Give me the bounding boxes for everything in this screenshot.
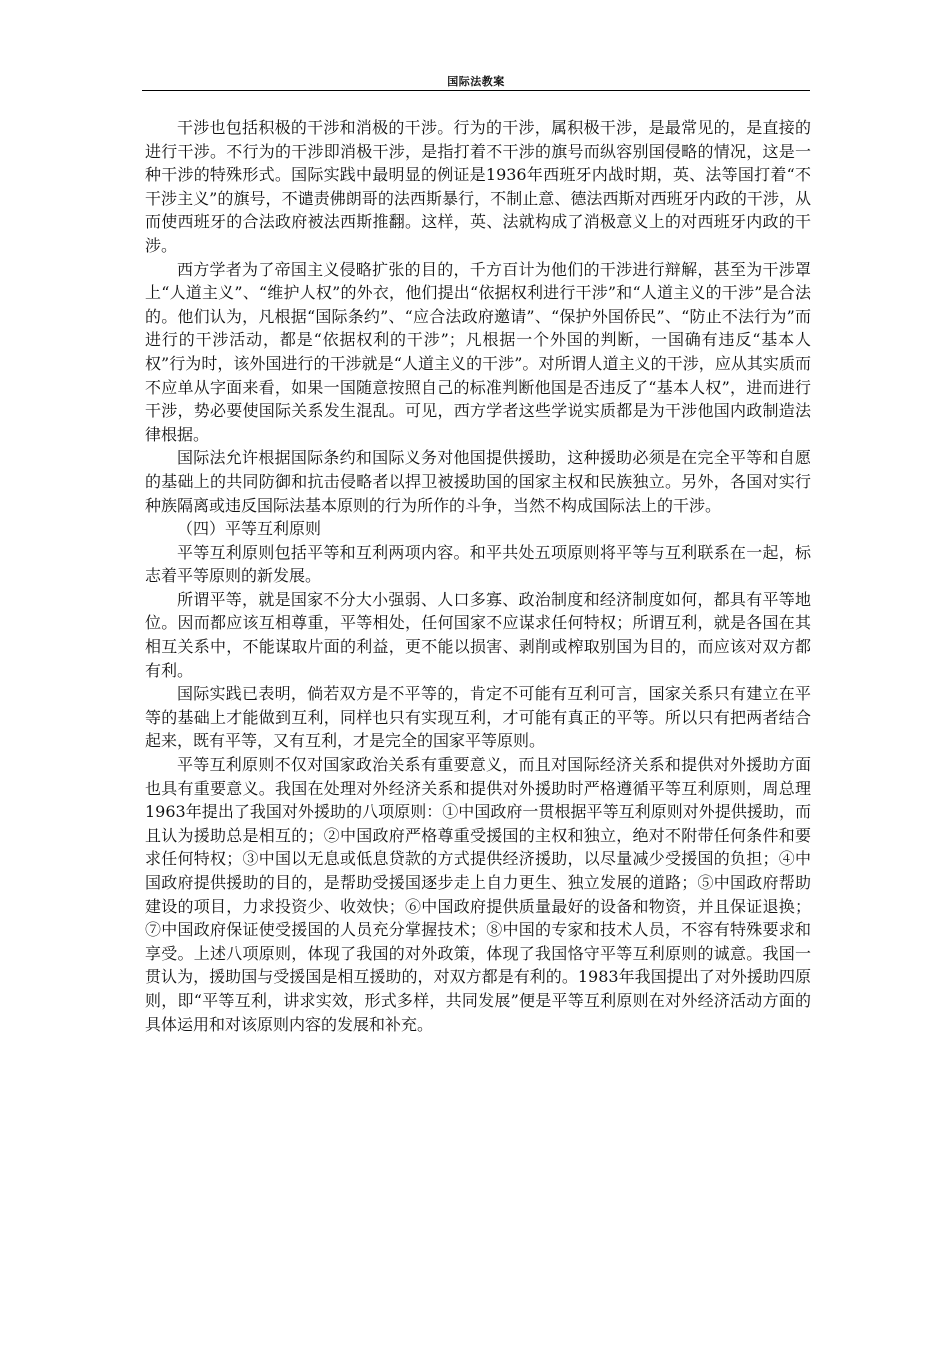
paragraph: 平等互利原则不仅对国家政治关系有重要意义，而且对国际经济关系和提供对外援助方面也具有重要意义。我国在处理对外经济关系和提供对外援助时严格遵循平等互利原则，周总理1963年提出了我国对外援助的八项原则：①中国政府一贯根据平等互利原则对外提供援助，而且认为援助总是相互的；②中国政府严格尊重受援国的主权和独立，绝对不附带任何条件和要求任何特权；③中国以无息或低息贷款的方式提供经济援助，以尽量减少受援国的负担；④中国政府提供援助的目的，是帮助受援国逐步走上自力更生、独立发展的道路；⑤中国政府帮助建设的项目，力求投资少、收效快；⑥中国政府提供质量最好的设备和物资，并且保证退换；⑦中国政府保证使受援国的人员充分掌握技术；⑧中国的专家和技术人员，不容有特殊要求和享受。上述八项原则，体现了我国的对外政策，体现了我国恪守平等互利原则的诚意。我国一贯认为，援助国与受援国是相互援助的，对双方都是有利的。1983年我国提出了对外援助四原则，即“平等互利，讲求实效，形式多样，共同发展”便是平等互利原则在对外经济活动方面的具体运用和对该原则内容的发展和补充。: [145, 755, 811, 1034]
paragraph: 所谓平等，就是国家不分大小强弱、人口多寡、政治制度和经济制度如何，都具有平等地位。因而都应该互相尊重，平等相处，任何国家不应谋求任何特权；所谓互利，就是各国在其相互关系中，不能谋取片面的利益，更不能以损害、剥削或榨取别国为目的，而应该对双方都有利。: [145, 589, 811, 680]
paragraph: 西方学者为了帝国主义侵略扩张的目的，千方百计为他们的干涉进行辩解，甚至为干涉罩上“人道主义”、“维护人权”的外衣，他们提出“依据权利进行干涉”和“人道主义的干涉”是合法的。他们认为，凡根据“国际条约”、“应合法政府邀请”、“保护外国侨民”、“防止不法行为”而进行的干涉活动，都是“依据权利的干涉”；凡根据一个外国的判断，一国确有违反“基本人权”行为时，该外国进行的干涉就是“人道主义的干涉”。对所谓人道主义的干涉，应从其实质而不应单从字面来看，如果一国随意按照自己的标准判断他国是否违反了“基本人权”，进而进行干涉，势必要使国际关系发生混乱。可见，西方学者这些学说实质都是为干涉他国内政制造法律根据。: [145, 259, 811, 444]
page-header: [142, 70, 810, 91]
header-title: 国际法教案: [447, 75, 505, 88]
paragraph: 国际实践已表明，倘若双方是不平等的，肯定不可能有互利可言，国家关系只有建立在平等的基础上才能做到互利，同样也只有实现互利，才可能有真正的平等。所以只有把两者结合起来，既有平等，又有互利，才是完全的国家平等原则。: [145, 684, 811, 751]
paragraph: 干涉也包括积极的干涉和消极的干涉。行为的干涉，属积极干涉，是最常见的，是直接的进行干涉。不行为的干涉即消极干涉，是指打着不干涉的旗号而纵容别国侵略的情况，这是一种干涉的特殊形式。国际实践中最明显的例证是1936年西班牙内战时期，英、法等国打着“不干涉主义”的旗号，不谴责佛朗哥的法西斯暴行，不制止意、德法西斯对西班牙内政的干涉，从而使西班牙的合法政府被法西斯推翻。这样，英、法就构成了消极意义上的对西班牙内政的干涉。: [145, 118, 811, 255]
section-heading: （四）平等互利原则: [177, 519, 322, 539]
paragraph: 国际法允许根据国际条约和国际义务对他国提供援助，这种援助必须是在完全平等和自愿的基础上的共同防御和抗击侵略者以捍卫被援助国的国家主权和民族独立。另外，各国对实行种族隔离或违反国际法基本原则的行为所作的斗争，当然不构成国际法上的干涉。: [145, 448, 811, 515]
paragraph: 平等互利原则包括平等和互利两项内容。和平共处五项原则将平等与互利联系在一起，标志着平等原则的新发展。: [145, 542, 811, 586]
document-body: [145, 116, 811, 1036]
